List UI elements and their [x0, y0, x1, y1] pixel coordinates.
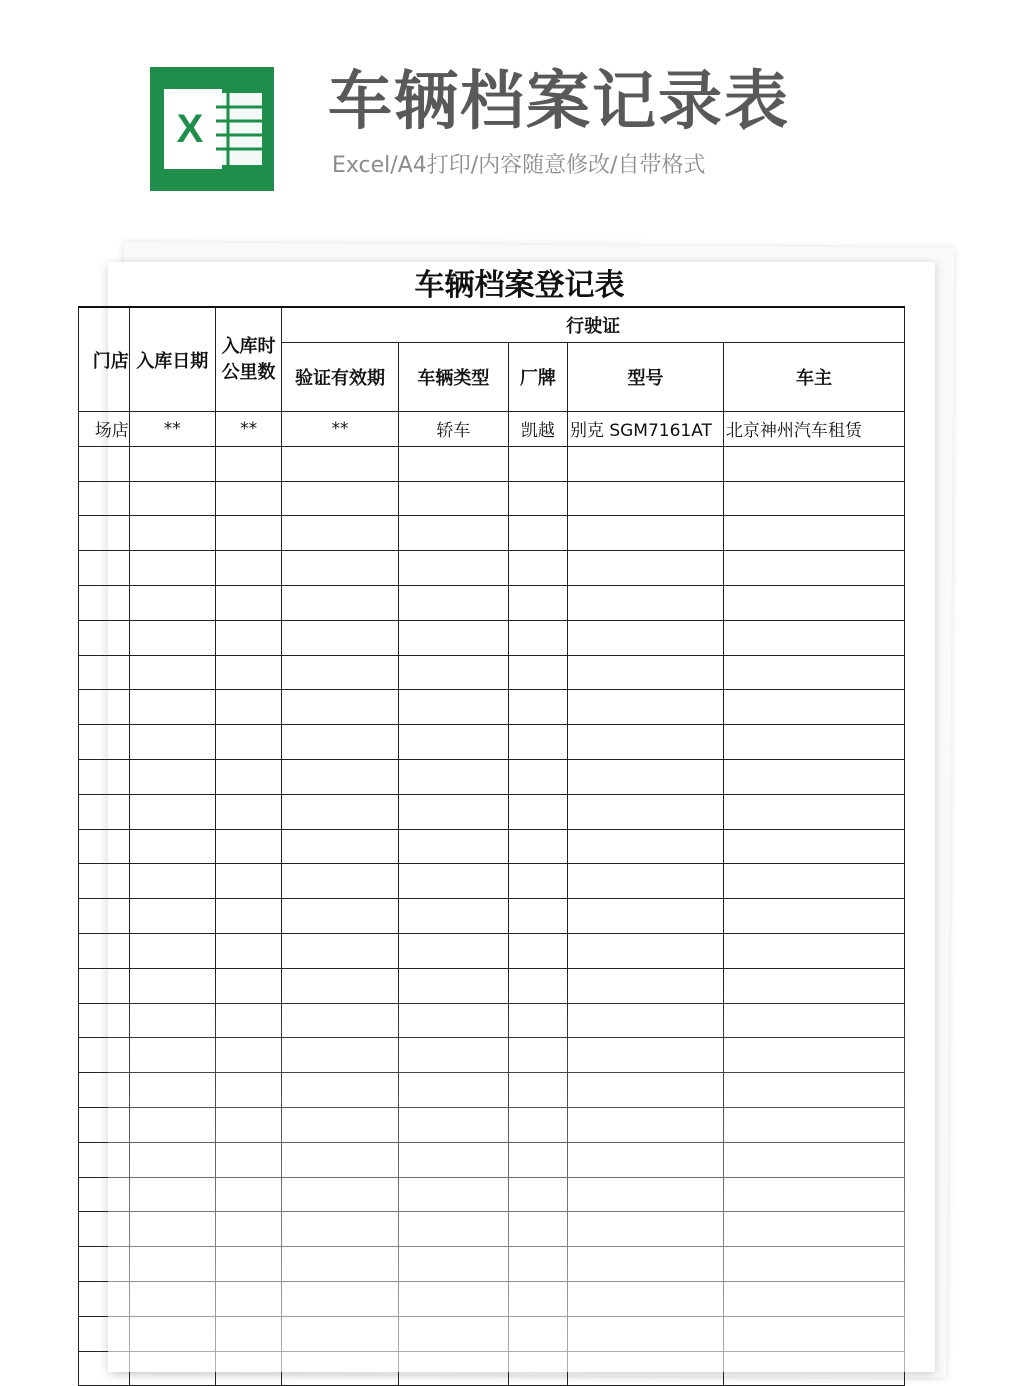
empty-cell[interactable] — [567, 1003, 723, 1038]
empty-cell[interactable] — [129, 551, 215, 586]
table-row — [79, 1107, 905, 1142]
empty-cell[interactable] — [508, 899, 567, 934]
empty-cell[interactable] — [508, 1177, 567, 1212]
empty-cell[interactable] — [723, 620, 904, 655]
empty-cell[interactable] — [567, 794, 723, 829]
col-header-entry-mileage-line1: 入库时 — [221, 335, 276, 357]
empty-cell[interactable] — [215, 759, 281, 794]
empty-cell[interactable] — [398, 899, 508, 934]
empty-cell[interactable] — [398, 829, 508, 864]
empty-cell[interactable] — [508, 1142, 567, 1177]
sheet-title-text: 车辆档案登记表 — [414, 268, 625, 303]
table-row — [79, 1177, 905, 1212]
table-row — [79, 1038, 905, 1073]
table-row — [79, 516, 905, 551]
empty-cell[interactable] — [508, 1247, 567, 1282]
table-row — [79, 1003, 905, 1038]
table-row — [79, 481, 905, 516]
empty-cell[interactable] — [723, 899, 904, 934]
empty-cell[interactable] — [398, 481, 508, 516]
empty-cell[interactable] — [282, 1038, 398, 1073]
cell-store-text: 场店 — [94, 421, 129, 442]
empty-cell[interactable] — [215, 585, 281, 620]
empty-cell[interactable] — [398, 1247, 508, 1282]
cell-brand[interactable]: 凯越 — [508, 412, 567, 447]
empty-cell[interactable] — [282, 620, 398, 655]
empty-cell[interactable] — [508, 1316, 567, 1351]
cell-owner[interactable]: 北京神州汽车租赁 — [723, 412, 904, 447]
empty-cell[interactable] — [508, 794, 567, 829]
empty-cell[interactable] — [282, 829, 398, 864]
col-header-entry-mileage — [215, 307, 281, 412]
empty-cell[interactable] — [567, 481, 723, 516]
table-row — [79, 1212, 905, 1247]
empty-cell[interactable] — [567, 1316, 723, 1351]
empty-cell[interactable] — [215, 620, 281, 655]
empty-cell[interactable] — [215, 1212, 281, 1247]
promo-subtitle: Excel/A4打印/内容随意修改/自带格式 — [332, 153, 706, 178]
empty-cell[interactable] — [79, 551, 130, 586]
empty-cell[interactable] — [129, 1107, 215, 1142]
empty-cell[interactable] — [215, 1038, 281, 1073]
empty-cell[interactable] — [215, 1003, 281, 1038]
empty-cell[interactable] — [508, 481, 567, 516]
empty-cell[interactable] — [567, 1038, 723, 1073]
empty-cell[interactable] — [129, 1247, 215, 1282]
empty-cell[interactable] — [723, 794, 904, 829]
empty-cell[interactable] — [129, 1212, 215, 1247]
empty-cell[interactable] — [567, 1212, 723, 1247]
cell-vehicle-type[interactable]: 轿车 — [398, 412, 508, 447]
empty-cell[interactable] — [567, 1073, 723, 1108]
empty-cell[interactable] — [567, 1142, 723, 1177]
empty-cell[interactable] — [723, 516, 904, 551]
table-row — [79, 968, 905, 1003]
empty-cell[interactable] — [79, 794, 130, 829]
empty-cell[interactable] — [723, 446, 904, 481]
empty-cell[interactable] — [79, 446, 130, 481]
empty-cell[interactable] — [79, 725, 130, 760]
empty-cell[interactable] — [398, 1107, 508, 1142]
empty-cell[interactable] — [129, 1351, 215, 1386]
table-row — [79, 690, 905, 725]
empty-cell[interactable] — [215, 1316, 281, 1351]
empty-cell[interactable] — [508, 1212, 567, 1247]
empty-cell[interactable] — [282, 725, 398, 760]
empty-cell[interactable] — [723, 1142, 904, 1177]
empty-cell[interactable] — [129, 829, 215, 864]
empty-cell[interactable] — [567, 1177, 723, 1212]
table-row — [79, 620, 905, 655]
empty-cell[interactable] — [282, 1316, 398, 1351]
empty-cell[interactable] — [398, 968, 508, 1003]
empty-cell[interactable] — [282, 551, 398, 586]
empty-cell[interactable] — [129, 794, 215, 829]
empty-cell[interactable] — [723, 481, 904, 516]
empty-cell[interactable] — [129, 968, 215, 1003]
empty-cell[interactable] — [129, 446, 215, 481]
empty-cell[interactable] — [282, 968, 398, 1003]
empty-cell[interactable] — [282, 1247, 398, 1282]
col-header-vehicle-type: 车辆类型 — [398, 343, 508, 412]
empty-cell[interactable] — [398, 1142, 508, 1177]
empty-cell[interactable] — [215, 446, 281, 481]
empty-cell[interactable] — [723, 690, 904, 725]
empty-cell[interactable] — [282, 1142, 398, 1177]
empty-cell[interactable] — [398, 1177, 508, 1212]
empty-cell[interactable] — [79, 1107, 130, 1142]
table-row — [79, 1316, 905, 1351]
empty-cell[interactable] — [129, 1142, 215, 1177]
empty-cell[interactable] — [723, 1212, 904, 1247]
empty-cell[interactable] — [215, 794, 281, 829]
empty-cell[interactable] — [398, 1073, 508, 1108]
table-row-first — [79, 412, 905, 447]
empty-cell[interactable] — [508, 968, 567, 1003]
cell-validity[interactable]: ** — [282, 412, 398, 447]
spreadsheet-page — [92, 262, 935, 1372]
col-header-store — [79, 307, 130, 412]
empty-cell[interactable] — [723, 1281, 904, 1316]
empty-cell[interactable] — [79, 620, 130, 655]
empty-cell[interactable] — [398, 655, 508, 690]
empty-cell[interactable] — [508, 690, 567, 725]
empty-cell[interactable] — [398, 1212, 508, 1247]
empty-cell[interactable] — [398, 933, 508, 968]
empty-cell[interactable] — [282, 446, 398, 481]
cell-store[interactable] — [79, 412, 130, 447]
empty-cell[interactable] — [723, 725, 904, 760]
empty-cell[interactable] — [567, 655, 723, 690]
empty-cell[interactable] — [567, 725, 723, 760]
empty-cell[interactable] — [282, 1107, 398, 1142]
empty-cell[interactable] — [129, 725, 215, 760]
empty-cell[interactable] — [79, 585, 130, 620]
empty-cell[interactable] — [723, 1247, 904, 1282]
promo-title: 车辆档案记录表 — [328, 65, 790, 139]
empty-cell[interactable] — [215, 655, 281, 690]
empty-cell[interactable] — [282, 1212, 398, 1247]
empty-cell[interactable] — [79, 1177, 130, 1212]
empty-cell[interactable] — [398, 1281, 508, 1316]
empty-cell[interactable] — [567, 551, 723, 586]
empty-cell[interactable] — [129, 933, 215, 968]
empty-cell[interactable] — [567, 620, 723, 655]
table-row — [79, 1351, 905, 1386]
empty-cell[interactable] — [508, 1003, 567, 1038]
table-row — [79, 864, 905, 899]
empty-cell[interactable] — [215, 725, 281, 760]
col-header-brand: 厂牌 — [508, 343, 567, 412]
col-header-owner: 车主 — [723, 343, 904, 412]
empty-cell[interactable] — [723, 1351, 904, 1386]
empty-cell[interactable] — [79, 829, 130, 864]
empty-cell[interactable] — [723, 968, 904, 1003]
empty-cell[interactable] — [129, 1073, 215, 1108]
empty-cell[interactable] — [508, 620, 567, 655]
empty-cell[interactable] — [129, 899, 215, 934]
empty-cell[interactable] — [508, 829, 567, 864]
empty-cell[interactable] — [508, 516, 567, 551]
empty-cell[interactable] — [129, 481, 215, 516]
empty-cell[interactable] — [129, 585, 215, 620]
empty-cell[interactable] — [723, 1177, 904, 1212]
table-row — [79, 759, 905, 794]
empty-cell[interactable] — [508, 1038, 567, 1073]
empty-cell[interactable] — [215, 968, 281, 1003]
col-header-entry-mileage-line2: 公里数 — [221, 361, 276, 383]
empty-cell[interactable] — [567, 933, 723, 968]
empty-cell[interactable] — [567, 516, 723, 551]
empty-cell[interactable] — [215, 864, 281, 899]
empty-cell[interactable] — [508, 1107, 567, 1142]
empty-cell[interactable] — [282, 1073, 398, 1108]
empty-cell[interactable] — [129, 516, 215, 551]
empty-cell[interactable] — [79, 899, 130, 934]
empty-cell[interactable] — [215, 690, 281, 725]
cell-entry-mileage[interactable]: ** — [215, 412, 281, 447]
empty-cell[interactable] — [508, 759, 567, 794]
empty-cell[interactable] — [215, 899, 281, 934]
empty-cell[interactable] — [79, 1351, 130, 1386]
empty-cell[interactable] — [129, 1316, 215, 1351]
empty-cell[interactable] — [508, 725, 567, 760]
empty-cell[interactable] — [723, 1003, 904, 1038]
empty-cell[interactable] — [723, 1316, 904, 1351]
col-header-model: 型号 — [567, 343, 723, 412]
empty-cell[interactable] — [282, 933, 398, 968]
empty-cell[interactable] — [79, 1281, 130, 1316]
empty-cell[interactable] — [398, 725, 508, 760]
empty-cell[interactable] — [508, 551, 567, 586]
table-row — [79, 933, 905, 968]
empty-cell[interactable] — [215, 1107, 281, 1142]
empty-cell[interactable] — [129, 690, 215, 725]
empty-cell[interactable] — [567, 1281, 723, 1316]
empty-cell[interactable] — [398, 620, 508, 655]
table-row — [79, 899, 905, 934]
empty-cell[interactable] — [129, 1281, 215, 1316]
empty-cell[interactable] — [567, 899, 723, 934]
empty-cell[interactable] — [129, 759, 215, 794]
empty-cell[interactable] — [282, 516, 398, 551]
col-header-store-label: 门店 — [92, 350, 129, 372]
empty-cell[interactable] — [398, 864, 508, 899]
empty-cell[interactable] — [723, 551, 904, 586]
empty-cell[interactable] — [79, 1038, 130, 1073]
empty-cell[interactable] — [79, 655, 130, 690]
empty-cell[interactable] — [508, 655, 567, 690]
empty-cell[interactable] — [129, 620, 215, 655]
sheet-title — [108, 262, 935, 307]
empty-cell[interactable] — [723, 1107, 904, 1142]
empty-cell[interactable] — [129, 1003, 215, 1038]
table-row — [79, 1281, 905, 1316]
empty-cell[interactable] — [79, 1212, 130, 1247]
table-row — [79, 794, 905, 829]
table-row — [79, 1142, 905, 1177]
logo-letter: X — [176, 107, 204, 151]
empty-cell[interactable] — [79, 1142, 130, 1177]
empty-cell[interactable] — [79, 1073, 130, 1108]
empty-cell[interactable] — [567, 864, 723, 899]
empty-cell[interactable] — [398, 1038, 508, 1073]
empty-cell[interactable] — [282, 1351, 398, 1386]
empty-cell[interactable] — [79, 516, 130, 551]
empty-cell[interactable] — [282, 585, 398, 620]
empty-cell[interactable] — [282, 759, 398, 794]
excel-logo-icon — [150, 67, 274, 191]
empty-cell[interactable] — [215, 516, 281, 551]
table-row — [79, 655, 905, 690]
empty-cell[interactable] — [79, 759, 130, 794]
empty-cell[interactable] — [398, 1351, 508, 1386]
empty-cell[interactable] — [215, 1177, 281, 1212]
empty-cell[interactable] — [282, 794, 398, 829]
empty-cell[interactable] — [282, 1281, 398, 1316]
table-row — [79, 551, 905, 586]
empty-cell[interactable] — [723, 1073, 904, 1108]
empty-cell[interactable] — [215, 829, 281, 864]
empty-cell[interactable] — [567, 1351, 723, 1386]
empty-cell[interactable] — [508, 446, 567, 481]
empty-cell[interactable] — [215, 1351, 281, 1386]
empty-cell[interactable] — [567, 690, 723, 725]
empty-cell[interactable] — [508, 585, 567, 620]
empty-cell[interactable] — [79, 933, 130, 968]
cell-model[interactable]: 别克 SGM7161AT — [567, 412, 723, 447]
empty-cell[interactable] — [129, 1038, 215, 1073]
empty-cell[interactable] — [567, 1107, 723, 1142]
empty-cell[interactable] — [215, 551, 281, 586]
empty-cell[interactable] — [215, 1142, 281, 1177]
table-row — [79, 725, 905, 760]
empty-cell[interactable] — [508, 1281, 567, 1316]
empty-cell[interactable] — [79, 1247, 130, 1282]
empty-cell[interactable] — [282, 864, 398, 899]
empty-cell[interactable] — [723, 655, 904, 690]
empty-cell[interactable] — [398, 585, 508, 620]
empty-cell[interactable] — [398, 690, 508, 725]
empty-cell[interactable] — [508, 1073, 567, 1108]
empty-cell[interactable] — [567, 1247, 723, 1282]
empty-cell[interactable] — [723, 829, 904, 864]
group-header-driving-license: 行驶证 — [282, 307, 905, 343]
empty-cell[interactable] — [215, 1073, 281, 1108]
empty-cell[interactable] — [567, 585, 723, 620]
empty-cell[interactable] — [79, 690, 130, 725]
empty-cell[interactable] — [129, 1177, 215, 1212]
empty-cell[interactable] — [215, 1281, 281, 1316]
empty-cell[interactable] — [723, 933, 904, 968]
empty-cell[interactable] — [129, 655, 215, 690]
empty-cell[interactable] — [215, 1247, 281, 1282]
empty-cell[interactable] — [398, 1316, 508, 1351]
empty-cell[interactable] — [282, 690, 398, 725]
empty-cell[interactable] — [282, 1177, 398, 1212]
empty-cell[interactable] — [398, 551, 508, 586]
empty-cell[interactable] — [567, 968, 723, 1003]
empty-cell[interactable] — [508, 933, 567, 968]
empty-cell[interactable] — [398, 759, 508, 794]
empty-cell[interactable] — [79, 1316, 130, 1351]
empty-cell[interactable] — [398, 446, 508, 481]
empty-cell[interactable] — [398, 1003, 508, 1038]
empty-cell[interactable] — [215, 481, 281, 516]
empty-cell[interactable] — [79, 1003, 130, 1038]
empty-cell[interactable] — [79, 481, 130, 516]
empty-cell[interactable] — [282, 655, 398, 690]
empty-cell[interactable] — [567, 759, 723, 794]
empty-cell[interactable] — [215, 933, 281, 968]
table-row — [79, 446, 905, 481]
cell-entry-date[interactable]: ** — [129, 412, 215, 447]
table-row — [79, 1247, 905, 1282]
empty-cell[interactable] — [398, 794, 508, 829]
empty-cell[interactable] — [723, 585, 904, 620]
empty-cell[interactable] — [398, 516, 508, 551]
empty-cell[interactable] — [508, 864, 567, 899]
table-row — [79, 829, 905, 864]
empty-cell[interactable] — [508, 1351, 567, 1386]
empty-cell[interactable] — [282, 481, 398, 516]
empty-cell[interactable] — [282, 899, 398, 934]
empty-cell[interactable] — [282, 1003, 398, 1038]
empty-cell[interactable] — [129, 864, 215, 899]
vehicle-record-table — [78, 306, 905, 1386]
empty-cell[interactable] — [723, 759, 904, 794]
empty-cell[interactable] — [567, 446, 723, 481]
col-header-entry-date: 入库日期 — [129, 307, 215, 412]
empty-cell[interactable] — [567, 829, 723, 864]
col-header-validity: 验证有效期 — [282, 343, 398, 412]
empty-rows — [79, 446, 905, 1386]
table-row — [79, 585, 905, 620]
empty-cell[interactable] — [79, 864, 130, 899]
empty-cell[interactable] — [79, 968, 130, 1003]
empty-cell[interactable] — [723, 864, 904, 899]
table-row — [79, 1073, 905, 1108]
empty-cell[interactable] — [723, 1038, 904, 1073]
